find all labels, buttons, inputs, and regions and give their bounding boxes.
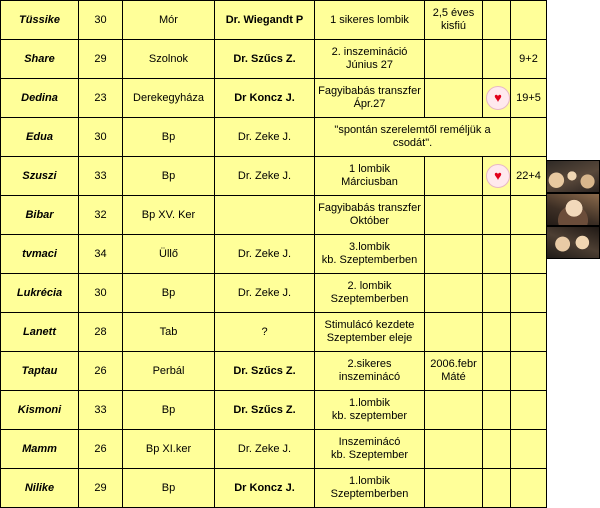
cell-number: 9+2 [511, 40, 547, 79]
cell-number [511, 469, 547, 508]
cell-age: 29 [79, 469, 123, 508]
cell-name: Szuszi [1, 157, 79, 196]
cell-note: Stimulácó kezdete Szeptember eleje [315, 313, 425, 352]
cell-name: Lukrécia [1, 274, 79, 313]
table-row [1, 430, 547, 469]
cell-city: Bp XV. Ker [123, 196, 215, 235]
cell-extra [425, 430, 483, 469]
cell-heart [483, 469, 511, 508]
cell-doctor: Dr. Zeke J. [215, 235, 315, 274]
table-row [1, 196, 547, 235]
table-row [1, 40, 547, 79]
photo-thumbnail-1[interactable] [546, 160, 600, 193]
heart-icon [486, 164, 510, 188]
cell-city: Bp [123, 391, 215, 430]
cell-doctor: Dr. Szűcs Z. [215, 40, 315, 79]
cell-note: 2. lombik Szeptemberben [315, 274, 425, 313]
photo-thumbnail-strip [546, 160, 600, 259]
cell-doctor: Dr. Szűcs Z. [215, 391, 315, 430]
cell-doctor: Dr Koncz J. [215, 79, 315, 118]
cell-extra [425, 274, 483, 313]
cell-extra [425, 235, 483, 274]
cell-age: 30 [79, 118, 123, 157]
cell-doctor: Dr. Zeke J. [215, 274, 315, 313]
cell-note: 2. inszemináció Június 27 [315, 40, 425, 79]
cell-name: Dedina [1, 79, 79, 118]
cell-city: Bp XI.ker [123, 430, 215, 469]
cell-heart [483, 430, 511, 469]
cell-number: 22+4 [511, 157, 547, 196]
cell-doctor: Dr. Wiegandt P [215, 1, 315, 40]
cell-name: Nilike [1, 469, 79, 508]
cell-doctor [215, 196, 315, 235]
cell-city: Mór [123, 1, 215, 40]
cell-city: Bp [123, 157, 215, 196]
cell-heart [483, 79, 511, 118]
cell-age: 33 [79, 157, 123, 196]
cell-doctor: Dr. Zeke J. [215, 157, 315, 196]
cell-doctor: Dr. Szűcs Z. [215, 352, 315, 391]
cell-number [511, 430, 547, 469]
cell-age: 32 [79, 196, 123, 235]
cell-extra [425, 40, 483, 79]
cell-city: Bp [123, 469, 215, 508]
table-row [1, 1, 547, 40]
cell-doctor: Dr. Zeke J. [215, 430, 315, 469]
cell-heart [483, 157, 511, 196]
cell-age: 34 [79, 235, 123, 274]
cell-note: 2.sikeres inszeminácó [315, 352, 425, 391]
table-row [1, 313, 547, 352]
cell-number [511, 1, 547, 40]
table-row [1, 157, 547, 196]
table-row [1, 274, 547, 313]
cell-extra [425, 196, 483, 235]
cell-name: Tüssike [1, 1, 79, 40]
table-row [1, 391, 547, 430]
cell-number [511, 196, 547, 235]
cell-city: Üllő [123, 235, 215, 274]
cell-note: 1.lombik kb. szeptember [315, 391, 425, 430]
cell-note: Inszeminácó kb. Szeptember [315, 430, 425, 469]
cell-age: 26 [79, 430, 123, 469]
cell-city: Derekegyháza [123, 79, 215, 118]
cell-name: Lanett [1, 313, 79, 352]
cell-extra [425, 157, 483, 196]
cell-age: 26 [79, 352, 123, 391]
cell-city: Tab [123, 313, 215, 352]
cell-doctor: ? [215, 313, 315, 352]
photo-thumbnail-2[interactable] [546, 193, 600, 226]
cell-extra: 2006.febr Máté [425, 352, 483, 391]
cell-name: Taptau [1, 352, 79, 391]
cell-age: 30 [79, 274, 123, 313]
cell-extra: 2,5 éves kisfiú [425, 1, 483, 40]
cell-heart [483, 40, 511, 79]
cell-number: 19+5 [511, 79, 547, 118]
cell-city: Szolnok [123, 40, 215, 79]
cell-number [511, 352, 547, 391]
cell-note: 1 lombik Márciusban [315, 157, 425, 196]
table-row [1, 118, 547, 157]
cell-name: Kismoni [1, 391, 79, 430]
cell-extra [425, 79, 483, 118]
cell-heart [483, 196, 511, 235]
cell-name: Share [1, 40, 79, 79]
cell-number [511, 391, 547, 430]
cell-name: Edua [1, 118, 79, 157]
table-row [1, 235, 547, 274]
table-row [1, 79, 547, 118]
cell-age: 23 [79, 79, 123, 118]
cell-extra [425, 313, 483, 352]
cell-name: Bibar [1, 196, 79, 235]
table-row [1, 469, 547, 508]
cell-note: Fagyibabás transzfer Ápr.27 [315, 79, 425, 118]
cell-city: Perbál [123, 352, 215, 391]
table-body [1, 1, 547, 508]
photo-thumbnail-3[interactable] [546, 226, 600, 259]
cell-heart [483, 391, 511, 430]
cell-heart [483, 313, 511, 352]
cell-age: 30 [79, 1, 123, 40]
cell-heart [483, 235, 511, 274]
cell-heart [483, 274, 511, 313]
cell-doctor: Dr Koncz J. [215, 469, 315, 508]
cell-note: "spontán szerelemtől reméljük a csodát". [315, 118, 511, 157]
cell-heart [483, 352, 511, 391]
heart-icon [486, 86, 510, 110]
cell-number [511, 274, 547, 313]
cell-name: Mamm [1, 430, 79, 469]
cell-note: 1.lombik Szeptemberben [315, 469, 425, 508]
cell-note: 3.lombik kb. Szeptemberben [315, 235, 425, 274]
table-row [1, 352, 547, 391]
cell-number [511, 313, 547, 352]
cell-age: 33 [79, 391, 123, 430]
cell-city: Bp [123, 274, 215, 313]
cell-heart [483, 1, 511, 40]
cell-doctor: Dr. Zeke J. [215, 118, 315, 157]
cell-note: 1 sikeres lombik [315, 1, 425, 40]
cell-age: 29 [79, 40, 123, 79]
cell-number [511, 118, 547, 157]
cell-extra [425, 469, 483, 508]
cell-city: Bp [123, 118, 215, 157]
cell-name: tvmaci [1, 235, 79, 274]
cell-age: 28 [79, 313, 123, 352]
cell-note: Fagyibabás transzfer Október [315, 196, 425, 235]
cell-number [511, 235, 547, 274]
cell-extra [425, 391, 483, 430]
